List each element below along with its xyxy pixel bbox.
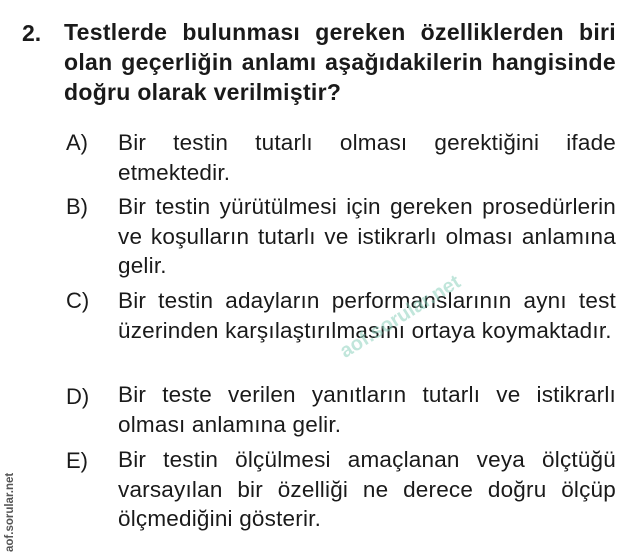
option-a-text: Bir testin tutarlı olması gerektiğini ifade etmektedir. — [118, 130, 616, 185]
diagonal-watermark: aof.sorular.net — [336, 270, 465, 363]
option-a-letter: A) — [66, 130, 88, 155]
side-watermark: aof.sorular.net — [4, 472, 16, 552]
option-b-letter: B) — [66, 194, 88, 219]
question-number: 2. — [22, 20, 42, 46]
option-d-text: Bir teste verilen yanıtların tutarlı ve istikrarlı olması anlamına gelir. — [118, 382, 616, 437]
question-text: Testlerde bulunması gereken özelliklerden biri olan geçerliğin anlamı aşağıdakilerin hangisinde doğru olarak verilmiştir? — [64, 19, 616, 105]
option-c-letter: C) — [66, 288, 90, 313]
option-e-text: Bir testin ölçülmesi amaçlanan veya ölçtüğü varsayılan bir özelliği ne derece doğru ölçüp ölçmediğini gösterir. — [118, 447, 616, 531]
option-b-text: Bir testin yürütülmesi için gereken prosedürlerin ve koşulların tutarlı ve istikrarlı olması anlamına gelir. — [118, 194, 616, 278]
option-e-letter: E) — [66, 448, 88, 473]
option-c-text: Bir testin adayların performanslarının aynı test üzerinden karşılaştırılmasını ortaya koymaktadır. — [118, 288, 616, 343]
option-d-letter: D) — [66, 384, 90, 409]
